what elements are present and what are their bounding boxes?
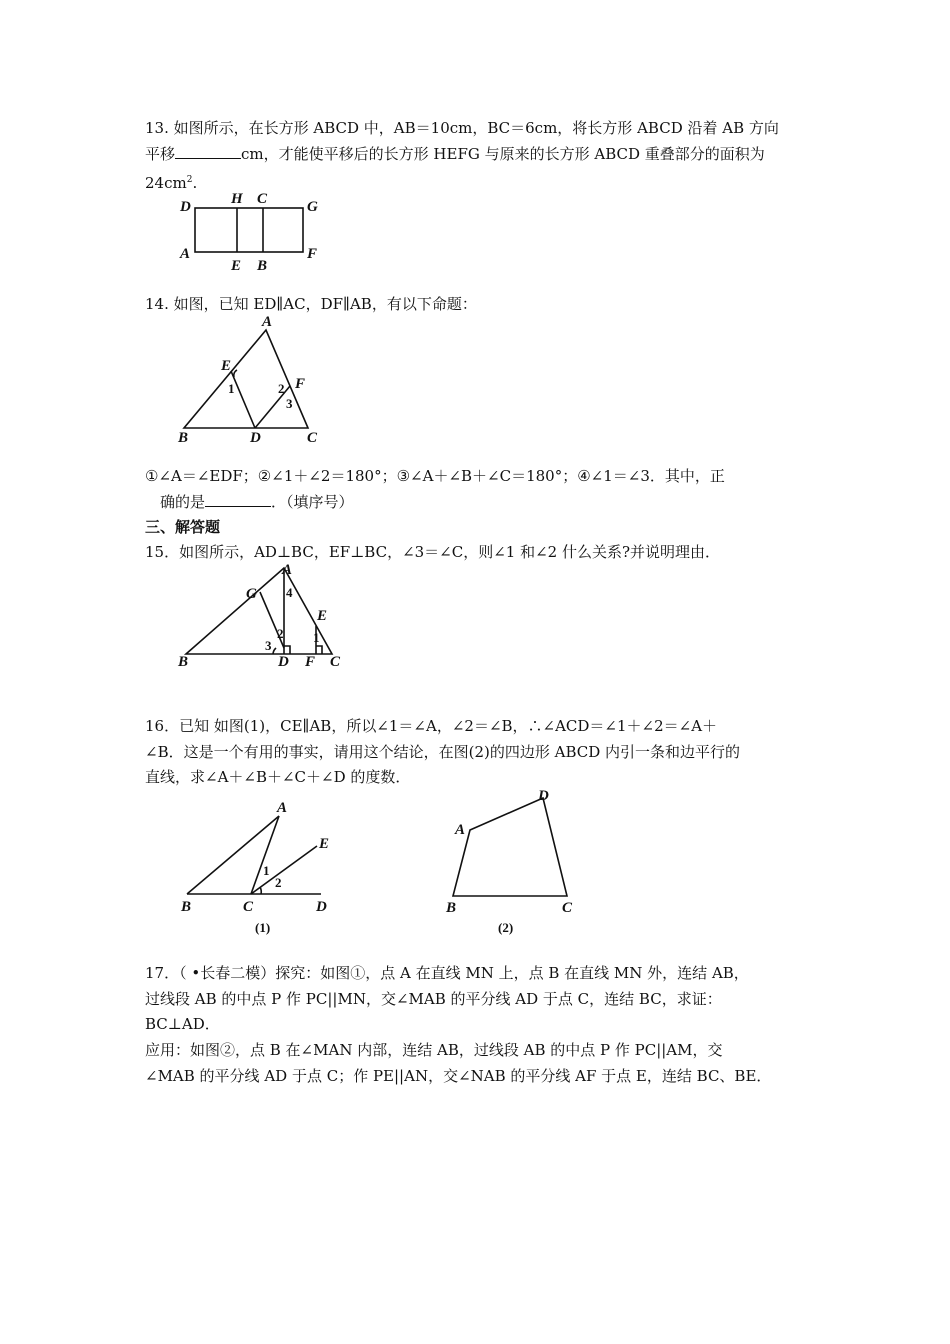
q17-line4: 应用：如图②，点 B 在∠MAN 内部，连结 AB，过线段 AB 的中点 P 作 PC||AM，交 xyxy=(145,1041,723,1059)
q15-right-angle-D xyxy=(284,646,290,654)
q14-line1: 14. 如图，已知 ED∥AC，DF∥AB，有以下命题： xyxy=(145,295,477,313)
q16-fig1-label-D: D xyxy=(316,899,327,915)
q16-fig2-label-B: B xyxy=(446,900,457,916)
q16-fig1-caption: (1) xyxy=(255,920,271,935)
q16-fig2-label-C: C xyxy=(562,900,573,916)
q14-line-DF xyxy=(255,386,290,428)
q14-angle-2: 2 xyxy=(278,381,285,396)
q15-triangle-ABC xyxy=(186,568,332,654)
q14-line3 xyxy=(160,492,354,512)
q16-fig1-label-E: E xyxy=(319,836,330,852)
q15-label-F: F xyxy=(305,654,316,670)
q16-fig2-caption: (2) xyxy=(498,920,514,935)
q13-label-C: C xyxy=(257,191,268,207)
q16-fig1-label-C: C xyxy=(243,899,254,915)
q13-label-A: A xyxy=(180,246,191,262)
q17-line3: BC⊥AD． xyxy=(145,1015,220,1033)
q13-answer-blank xyxy=(175,144,241,159)
q16-fig2-label-D: D xyxy=(538,788,549,804)
q16-fig1-label-A: A xyxy=(277,800,288,816)
q13-line3-sup: 2 xyxy=(186,175,193,185)
q14-label-E: E xyxy=(221,358,232,374)
q15-right-angle-F xyxy=(316,646,322,654)
q13-line2 xyxy=(145,144,765,164)
q13-label-G: G xyxy=(307,199,318,215)
q13-label-B: B xyxy=(257,258,268,274)
q13-line2-post: cm，才能使平移后的长方形 HEFG 与原来的长方形 ABCD 重叠部分的面积为 xyxy=(241,145,765,163)
q13-line1: 13. 如图所示，在长方形 ABCD 中，AB＝10cm，BC＝6cm，将长方形 ABCD 沿着 AB 方向 xyxy=(145,119,779,137)
q16-fig2-quadrilateral-ABCD xyxy=(453,798,567,896)
q14-label-F: F xyxy=(295,376,306,392)
q14-label-A: A xyxy=(262,314,273,330)
q15-label-D: D xyxy=(278,654,289,670)
q14-triangle-ABC xyxy=(184,330,308,428)
q14-answer-blank xyxy=(205,492,271,507)
q13-outer-rect xyxy=(195,208,303,252)
q14-label-C: C xyxy=(307,430,318,446)
q15-line1: 15．如图所示，AD⊥BC，EF⊥BC，∠3＝∠C，则∠1 和∠2 什么关系?并说明理由． xyxy=(145,543,721,561)
q16-line3: 直线，求∠A＋∠B＋∠C＋∠D 的度数． xyxy=(145,768,411,786)
q14-line2: ①∠A＝∠EDF；②∠1＋∠2＝180°；③∠A＋∠B＋∠C＝180°；④∠1＝∠3．其中，正 xyxy=(145,467,725,485)
q15-label-E: E xyxy=(317,608,328,624)
q14-line-ED xyxy=(231,371,255,428)
q14-angle1-arc xyxy=(234,370,237,377)
q14-line3-pre: 确的是 xyxy=(160,493,206,511)
q16-fig2-label-A: A xyxy=(455,822,466,838)
q16-fig1-label-B: B xyxy=(181,899,192,915)
q13-label-E: E xyxy=(231,258,242,274)
q13-label-F: F xyxy=(307,246,318,262)
q16-line1: 16．已知 如图(1)，CE∥AB，所以∠1＝∠A，∠2＝∠B，∴∠ACD＝∠1＋∠2＝∠A＋ xyxy=(145,717,718,735)
q17-line1: 17．（ •长春二模）探究：如图①，点 A 在直线 MN 上，点 B 在直线 MN 外，连结 AB， xyxy=(145,964,749,982)
q15-label-G: G xyxy=(246,586,257,602)
q15-angle3-arc xyxy=(273,648,276,654)
q15-label-B: B xyxy=(178,654,189,670)
q13-line2-pre: 平移 xyxy=(145,145,176,163)
q13-line3-post: . xyxy=(192,174,198,192)
q14-figure-triangle xyxy=(170,310,330,450)
q16-line2: ∠B．这是一个有用的事实，请用这个结论，在图(2)的四边形 ABCD 内引一条和边平行的 xyxy=(145,743,741,761)
q14-angle-1: 1 xyxy=(228,381,235,396)
q15-angle-1: 1 xyxy=(313,630,320,645)
q15-angle-3: 3 xyxy=(265,638,272,653)
q13-line3-pre: 24cm xyxy=(145,174,187,192)
section-3-heading: 三、解答题 xyxy=(145,518,221,536)
q14-line3-post: ．（填序号） xyxy=(271,493,354,511)
q13-label-H: H xyxy=(231,191,243,207)
q14-label-B: B xyxy=(178,430,189,446)
q14-angle-3: 3 xyxy=(286,396,293,411)
q14-label-D: D xyxy=(250,430,261,446)
q16-fig1-angle-1: 1 xyxy=(263,863,270,878)
q15-angle-2: 2 xyxy=(277,626,284,641)
q16-fig1-angle-arc xyxy=(260,887,261,894)
q13-figure-rectangles xyxy=(175,188,335,273)
q15-label-A: A xyxy=(282,562,293,578)
q13-label-D: D xyxy=(180,199,191,215)
q17-line5: ∠MAB 的平分线 AD 于点 C；作 PE||AN，交∠NAB 的平分线 AF 于点 E，连结 BC、BE． xyxy=(145,1067,772,1085)
q17-line2: 过线段 AB 的中点 P 作 PC||MN，交∠MAB 的平分线 AD 于点 C，连结 BC，求证： xyxy=(145,990,722,1008)
q16-fig1-angle-2: 2 xyxy=(275,875,282,890)
q16-figure-2 xyxy=(440,782,590,938)
q16-fig1-line-CE xyxy=(251,846,317,894)
q15-angle-4: 4 xyxy=(286,585,293,600)
q15-label-C: C xyxy=(330,654,341,670)
q15-figure-triangle xyxy=(172,560,352,672)
q16-figure-1 xyxy=(175,800,345,940)
